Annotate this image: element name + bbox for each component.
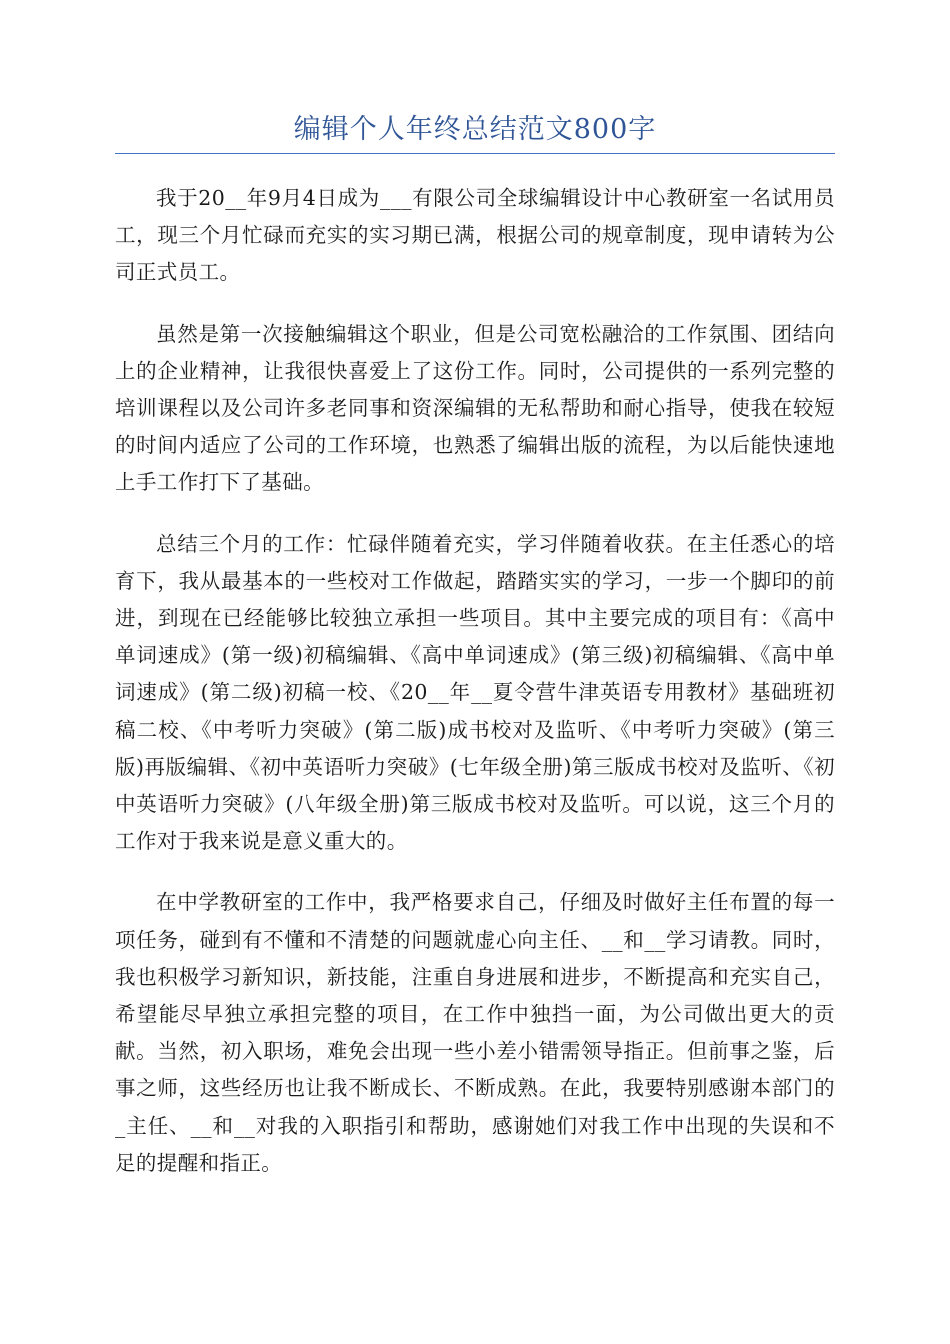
paragraph-3: 总结三个月的工作：忙碌伴随着充实，学习伴随着收获。在主任悉心的培育下，我从最基本的一些校对工作做起，踏踏实实的学习，一步一个脚印的前进，到现在已经能够比较独立承担一些项目。其中主要完成的项目有：《高中单词速成》(第一级)初稿编辑、《高中单词速成》(第三级)初稿编辑、《高中单词速成》(第二级)初稿一校、《20__年__夏令营牛津英语专用教材》基础班初稿二校、《中考听力突破》(第二版)成书校对及监听、《中考听力突破》(第三版)再版编辑、《初中英语听力突破》(七年级全册)第三版成书校对及监听、《初中英语听力突破》(八年级全册)第三版成书校对及监听。可以说，这三个月的工作对于我来说是意义重大的。 (115, 531, 835, 854)
title-underline (115, 153, 835, 154)
paragraph-2: 虽然是第一次接触编辑这个职业，但是公司宽松融洽的工作氛围、团结向上的企业精神，让我很快喜爱上了这份工作。同时，公司提供的一系列完整的培训课程以及公司许多老同事和资深编辑的无私帮助和耐心指导，使我在较短的时间内适应了公司的工作环境，也熟悉了编辑出版的流程，为以后能快速地上手工作打下了基础。 (115, 321, 835, 495)
document-body (115, 180, 835, 1206)
paragraph-4: 在中学教研室的工作中，我严格要求自己，仔细及时做好主任布置的每一项任务，碰到有不懂和不清楚的问题就虚心向主任、__和__学习请教。同时，我也积极学习新知识，新技能，注重自身进展和进步，不断提高和充实自己，希望能尽早独立承担完整的项目，在工作中独挡一面，为公司做出更大的贡献。当然，初入职场，难免会出现一些小差小错需领导指正。但前事之鉴，后事之师，这些经历也让我不断成长、不断成熟。在此，我要特别感谢本部门的_主任、__和__对我的入职指引和帮助，感谢她们对我工作中出现的失误和不足的提醒和指正。 (115, 890, 835, 1175)
paragraph-1: 我于20__年9月4日成为___有限公司全球编辑设计中心教研室一名试用员工，现三个月忙碌而充实的实习期已满，根据公司的规章制度，现申请转为公司正式员工。 (115, 186, 835, 285)
document-title: 编辑个人年终总结范文800字 (293, 114, 657, 145)
